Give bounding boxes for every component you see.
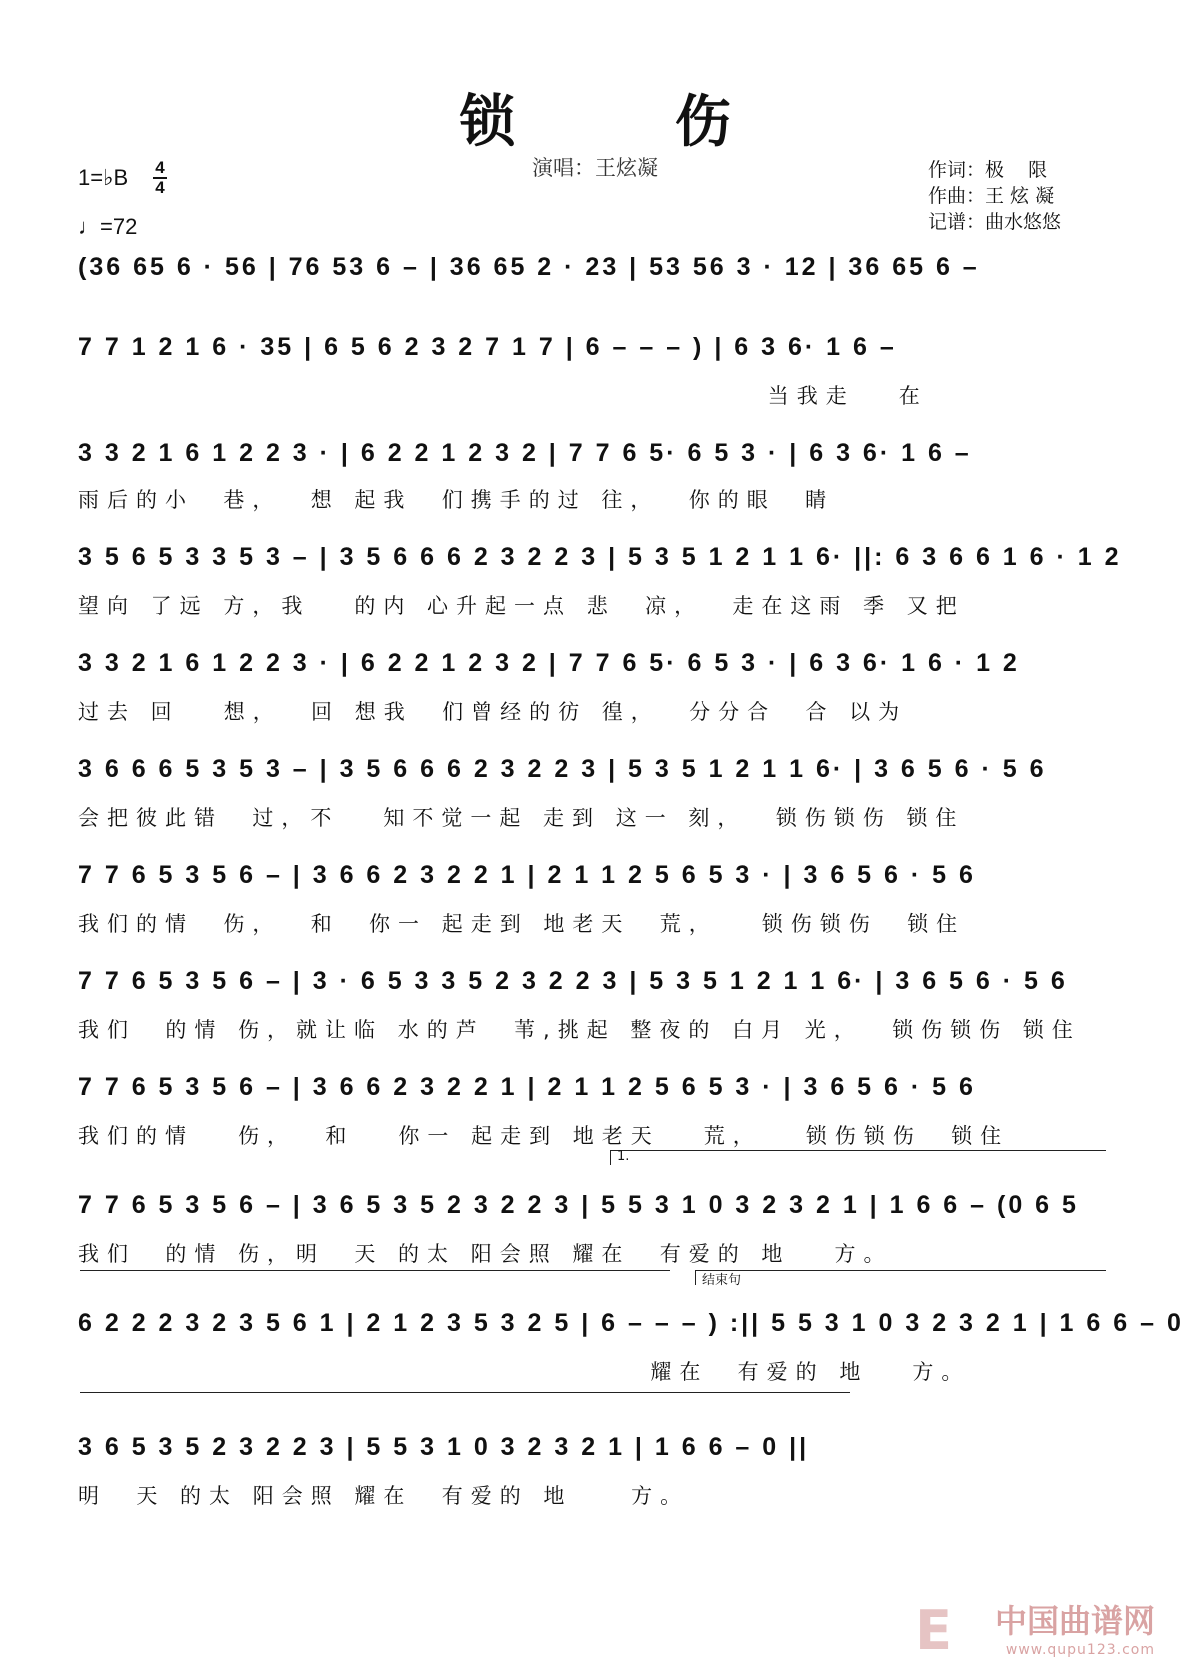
transcriber-credit: 记谱：曲水悠悠 [928,211,1062,233]
notation-line: 7 7 6 5 3 5 6 – | 3 6 6 2 3 2 2 1 | 2 1 1 2 5 6 5 3 · | 3 6 5 6 · 5 6 [78,861,976,889]
staff-row [0,964,1190,1014]
ending-span-line [80,1392,850,1407]
staff-row [0,858,1190,908]
volta-bracket [610,1150,1106,1165]
singer-credit: 演唱：王炫凝 [532,156,658,180]
composer-credit: 作曲：王 炫 凝 [928,185,1055,207]
watermark-url: www.qupu123.com [1005,1642,1155,1658]
lyric-line: 我们 的情 伤，就让临 水的芦 苇,挑起 整夜的 白月 光， 锁伤锁伤 锁住 [78,1018,1081,1042]
lyric-line: 望向 了远 方，我 的内 心升起一点 悲 凉， 走在这雨 季 又把 [78,594,965,618]
key-signature: 1=♭B [78,165,129,190]
lyric-line: 我们的情 伤， 和 你一 起走到 地老天 荒， 锁伤锁伤 锁住 [78,912,966,936]
staff-row [0,1188,1190,1238]
coda-label: 结束句 [702,1273,742,1288]
staff-row [0,250,1190,300]
song-title: 锁 伤 [459,90,801,155]
staff-row [0,752,1190,802]
staff-row [0,540,1190,590]
notation-line: 7 7 6 5 3 5 6 – | 3 6 6 2 3 2 2 1 | 2 1 1 2 5 6 5 3 · | 3 6 5 6 · 5 6 [78,1073,976,1101]
watermark-site-name: 中国曲谱网 [994,1602,1155,1640]
notation-line: 7 7 1 2 1 6 · 35 | 6 5 6 2 3 2 7 1 7 | 6 – – – ) | 6 3 6· 1 6 – [78,333,897,361]
lyric-line: 当我走 在 [78,384,928,408]
lyric-line: 雨后的小 巷， 想 起我 们携手的过 往， 你的眼 睛 [78,488,835,512]
lyric-line: 耀在 有爱的 地 方。 [78,1360,971,1384]
time-signature [153,160,167,196]
volta-label: 1. [617,1149,630,1164]
notation-line: 3 6 5 3 5 2 3 2 2 3 | 5 5 3 1 0 3 2 3 2 1 | 1 6 6 – 0 || [78,1433,810,1461]
lyric-line: 我们的情 伤， 和 你一 起走到 地老天 荒， 锁伤锁伤 锁住 [78,1124,1010,1148]
lyric-line: 我们 的情 伤，明 天 的太 阳会照 耀在 有爱的 地 方。 [78,1242,893,1266]
time-denominator: 4 [155,178,165,197]
site-watermark [995,1596,1155,1658]
notation-line: (36 65 6 · 56 | 76 53 6 – | 36 65 2 · 23 | 53 56 3 · 12 | 36 65 6 – [78,253,980,281]
staff-row [0,1430,1190,1480]
notation-line: 3 3 2 1 6 1 2 2 3 · | 6 2 2 1 2 3 2 | 7 7 6 5· 6 5 3 · | 6 3 6· 1 6 – [78,439,972,467]
staff-row [0,646,1190,696]
tempo-marking: ♩=72 [78,214,138,239]
staff-row [0,330,1190,380]
staff-row [0,1070,1190,1120]
notation-line: 7 7 6 5 3 5 6 – | 3 6 5 3 5 2 3 2 2 3 | 5 5 3 1 0 3 2 3 2 1 | 1 6 6 – (0 6 5 [78,1191,1079,1219]
site-logo-icon: E [915,1599,952,1662]
repeat-span-line [80,1270,670,1285]
time-numerator: 4 [155,158,165,177]
notation-line: 6 2 2 2 3 2 3 5 6 1 | 2 1 2 3 5 3 2 5 | 6 – – – ) :|| 5 5 3 1 0 3 2 3 2 1 | 1 6 6 – 0 [78,1309,1184,1337]
lyric-line: 过去 回 想， 回 想我 们曾经的彷 徨， 分分合 合 以为 [78,700,908,724]
notation-line: 3 3 2 1 6 1 2 2 3 · | 6 2 2 1 2 3 2 | 7 7 6 5· 6 5 3 · | 6 3 6· 1 6 · 1 2 [78,649,1020,677]
notation-line: 7 7 6 5 3 5 6 – | 3 · 6 5 3 3 5 2 3 2 2 3 | 5 3 5 1 2 1 1 6· | 3 6 5 6 · 5 6 [78,967,1068,995]
lyric-line: 会把彼此错 过，不 知不觉一起 走到 这一 刻， 锁伤锁伤 锁住 [78,806,965,830]
credits-block [928,157,1061,235]
staff-row [0,1306,1190,1356]
notation-line: 3 6 6 6 5 3 5 3 – | 3 5 6 6 6 2 3 2 2 3 | 5 3 5 1 2 1 1 6· | 3 6 5 6 · 5 6 [78,755,1047,783]
coda-bracket [695,1270,1106,1288]
lyric-line: 明 天 的太 阳会照 耀在 有爱的 地 方。 [78,1484,690,1508]
staff-row [0,436,1190,486]
lyricist-credit: 作词：极 限 [928,159,1048,181]
notation-line: 3 5 6 5 3 3 5 3 – | 3 5 6 6 6 2 3 2 2 3 | 5 3 5 1 2 1 1 6· ||: 6 3 6 6 1 6 · 1 2 [78,543,1122,571]
